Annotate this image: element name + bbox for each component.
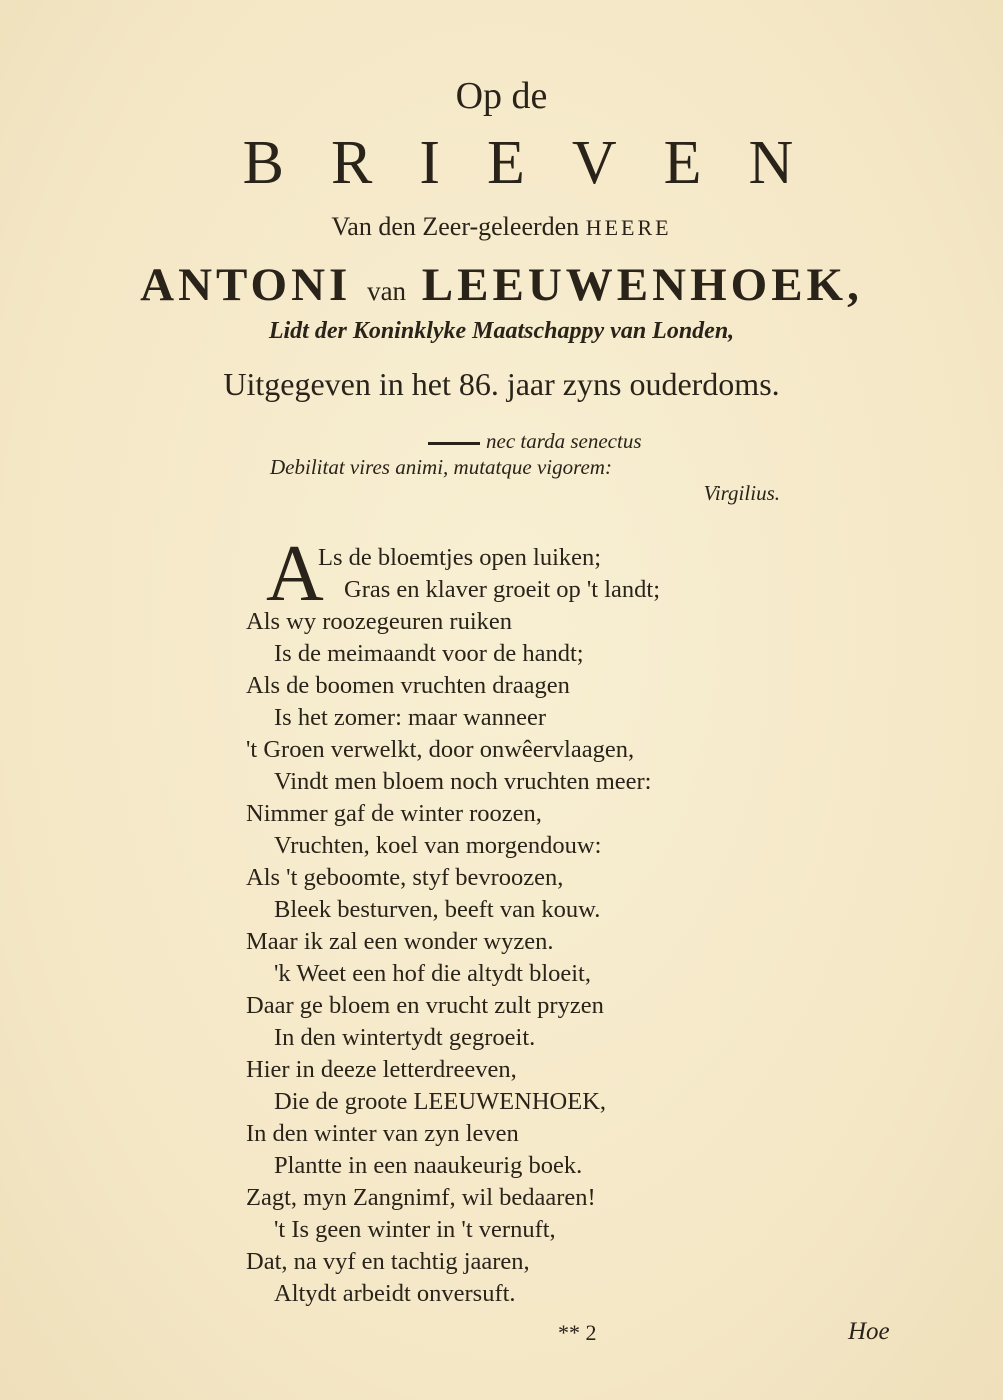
published-line: Uitgegeven in het 86. jaar zyns ouderdoms. <box>223 366 780 402</box>
poem-line: Altydt arbeidt onversuft. <box>274 1280 516 1307</box>
motto-line-1-text: nec tarda senectus <box>486 429 642 453</box>
poem-line: Als wy roozegeuren ruiken <box>246 608 513 635</box>
poem-line: Nimmer gaf de winter roozen, <box>246 800 542 827</box>
poem-line: Vindt men bloem noch vruchten meer: <box>274 768 652 795</box>
catchword: Hoe <box>848 1318 890 1345</box>
poem-line: Is de meimaandt voor de handt; <box>274 640 584 667</box>
poem-line: Gras en klaver groeit op 't landt; <box>344 576 661 603</box>
motto-line-1 <box>270 428 800 454</box>
poem-line: Vruchten, koel van morgendouw: <box>274 832 602 859</box>
society-line: Lidt der Koninklyke Maatschappy van Londen, <box>268 318 735 344</box>
poem-line: Zagt, myn Zangnimf, wil bedaaren! <box>246 1184 596 1211</box>
heading-brieven: BRIEVEN <box>242 129 841 197</box>
poem-line: Maar ik zal een wonder wyzen. <box>246 928 554 955</box>
poem-line: In den wintertydt gegroeit. <box>274 1024 536 1051</box>
poem-line: Die de groote LEEUWENHOEK, <box>274 1088 607 1115</box>
drop-cap: A <box>266 530 324 618</box>
motto-line-2: Debilitat vires animi, mutatque vigorem: <box>270 455 612 479</box>
poem <box>246 530 806 1310</box>
poem-line: 't Is geen winter in 't vernuft, <box>274 1216 556 1243</box>
signature-mark: ** 2 <box>558 1320 597 1345</box>
poem-line: Als de boomen vruchten draagen <box>246 672 570 699</box>
poem-line: Plantte in een naaukeurig boek. <box>274 1152 583 1179</box>
poem-line: Is het zomer: maar wanneer <box>274 704 547 731</box>
author-name <box>0 258 1003 312</box>
author-van: van <box>367 276 407 306</box>
author-last-name: LEEUWENHOEK, <box>421 259 863 311</box>
poem-line: In den winter van zyn leven <box>246 1120 519 1147</box>
author-first-name: ANTONI <box>140 259 352 311</box>
poem-line: Hier in deeze letterdreeven, <box>246 1056 517 1083</box>
poem-line: 'k Weet een hof die altydt bloeit, <box>274 960 591 987</box>
poem-line: Bleek besturven, beeft van kouw. <box>274 896 601 923</box>
poem-line: 't Groen verwelkt, door onwêervlaagen, <box>246 736 635 763</box>
heading-op-de: Op de <box>455 75 548 117</box>
poem-line: Dat, na vyf en tachtig jaaren, <box>246 1248 530 1275</box>
van-den-text: Van den Zeer-geleerden <box>331 212 580 241</box>
heere-text: HEERE <box>585 215 672 240</box>
poem-line: Ls de bloemtjes open luiken; <box>318 544 602 571</box>
em-dash-rule <box>428 442 480 445</box>
poem-line: Als 't geboomte, styf bevroozen, <box>246 864 564 891</box>
poem-line: Daar ge bloem en vrucht zult pryzen <box>246 992 604 1019</box>
motto-attribution: Virgilius. <box>703 481 780 505</box>
motto-block <box>270 428 800 506</box>
heading-van-den <box>0 212 1003 242</box>
